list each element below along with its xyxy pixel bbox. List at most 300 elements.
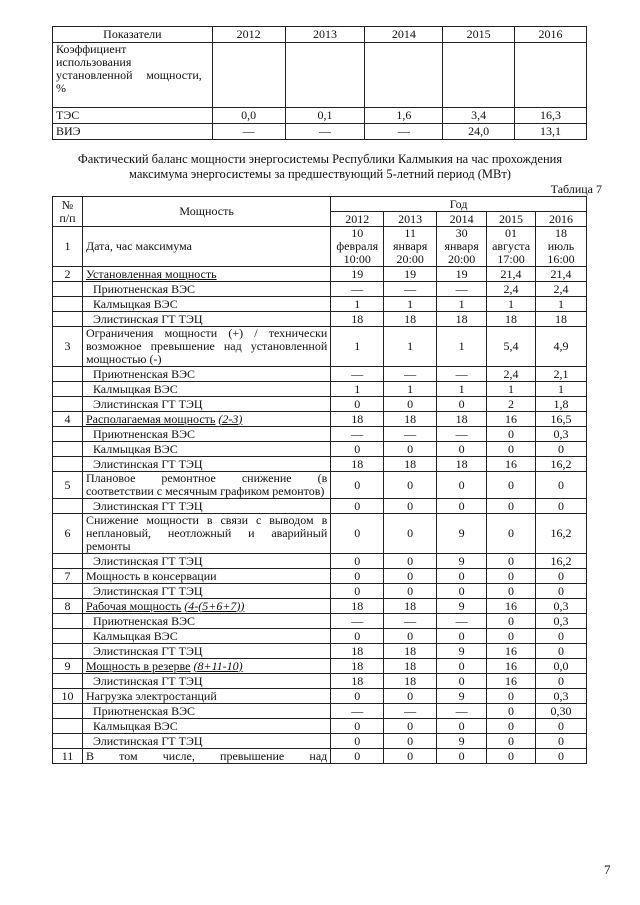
table-cell: 0,3	[536, 427, 587, 442]
column-header-year: 2013	[285, 27, 365, 43]
column-header-year: 2013	[384, 212, 437, 227]
table-cell: 0	[331, 689, 384, 704]
table-cell: 16,2	[536, 457, 587, 472]
table-cell: 0	[331, 554, 384, 569]
table-row	[53, 644, 587, 659]
table-caption: Фактический баланс мощности энергосистемы Республики Калмыкия на час прохождения максимума энергосистемы за предшествующий 5-летний период (МВт)	[77, 152, 563, 181]
table-label: Таблица 7	[550, 182, 602, 196]
table-cell: 0	[384, 472, 437, 499]
table-cell: 0	[384, 719, 437, 734]
table-cell: 0	[536, 472, 587, 499]
column-header-year: 2014	[365, 27, 443, 43]
capacity-factor-table	[52, 26, 587, 140]
table-cell: 0	[384, 689, 437, 704]
table-cell: 0	[437, 749, 487, 764]
row-name	[82, 689, 330, 704]
table-cell: 21,4	[536, 267, 587, 282]
table-cell: 18	[437, 457, 487, 472]
table-row	[53, 719, 587, 734]
row-name-text: Калмыцкая ВЭС	[92, 381, 178, 396]
table-cell: 0	[437, 719, 487, 734]
table-row	[53, 457, 587, 472]
table-cell: 0	[384, 734, 437, 749]
table-cell: —	[331, 282, 384, 297]
table-cell: 0	[384, 514, 437, 554]
row-name-text: Установленная мощность	[85, 266, 217, 281]
table-cell: 0	[487, 584, 536, 599]
table-row	[53, 267, 587, 282]
row-label: ТЭС	[53, 108, 213, 124]
table-cell: 16,2	[536, 554, 587, 569]
table-cell: 0	[331, 584, 384, 599]
table-cell: 11 января 20:00	[384, 227, 437, 267]
table-row	[53, 108, 587, 124]
row-name	[82, 397, 330, 412]
table-cell: 9	[437, 554, 487, 569]
row-name	[82, 734, 330, 749]
table-cell: 18	[331, 659, 384, 674]
table-cell: 1,8	[536, 397, 587, 412]
table-cell: 0	[331, 499, 384, 514]
row-number	[53, 442, 83, 457]
table-row	[53, 472, 587, 499]
table-cell: 16,5	[536, 412, 587, 427]
table-cell: 18	[384, 659, 437, 674]
row-name	[82, 457, 330, 472]
table-cell: 0	[437, 584, 487, 599]
row-number	[53, 629, 83, 644]
table-cell: 24,0	[443, 124, 515, 140]
table-cell: 0,3	[536, 614, 587, 629]
table-cell: 1	[384, 297, 437, 312]
table-cell: —	[437, 427, 487, 442]
row-number	[53, 584, 83, 599]
table-cell: 0	[536, 644, 587, 659]
table-cell: 0	[536, 629, 587, 644]
row-name	[82, 599, 330, 614]
table-cell: 0	[331, 397, 384, 412]
column-header-indicator: Показатели	[53, 27, 213, 43]
row-name-text: В том числе, превышение над	[85, 748, 328, 763]
table-cell: 0	[331, 719, 384, 734]
row-number	[53, 457, 83, 472]
row-label: ВИЭ	[53, 124, 213, 140]
row-name-text: Элистинская ГТ ТЭЦ	[92, 643, 203, 658]
table-cell: 0	[487, 749, 536, 764]
row-name	[82, 749, 330, 764]
row-number: 10	[53, 689, 83, 704]
table-cell: 0	[536, 674, 587, 689]
table-row	[53, 124, 587, 140]
table-cell: 18	[437, 412, 487, 427]
table-cell: 0	[487, 629, 536, 644]
table-cell: 0,3	[536, 599, 587, 614]
table-cell: 0	[331, 734, 384, 749]
power-balance-table	[52, 196, 587, 764]
row-name	[82, 427, 330, 442]
table-row	[53, 442, 587, 457]
table-cell: —	[331, 367, 384, 382]
table-cell: 0	[437, 659, 487, 674]
row-name	[82, 674, 330, 689]
table-cell: 0	[384, 629, 437, 644]
table-cell: 19	[331, 267, 384, 282]
table-cell: 9	[437, 514, 487, 554]
table-cell: 1	[437, 327, 487, 367]
row-number	[53, 367, 83, 382]
table-cell: 0	[331, 569, 384, 584]
column-header-year: 2015	[443, 27, 515, 43]
row-name-text: Нагрузка электростанций	[85, 688, 217, 703]
table-row	[53, 659, 587, 674]
table-cell: 0	[331, 629, 384, 644]
table-cell: 18	[384, 674, 437, 689]
row-number	[53, 719, 83, 734]
table-cell: —	[285, 124, 365, 140]
table-cell: —	[212, 124, 285, 140]
row-number: 6	[53, 514, 83, 554]
table-row	[53, 412, 587, 427]
table-cell: 0,30	[536, 704, 587, 719]
table-cell: —	[384, 367, 437, 382]
table-cell: 18	[331, 457, 384, 472]
table-cell: 0	[487, 427, 536, 442]
row-number: 3	[53, 327, 83, 367]
table-cell: 1	[536, 382, 587, 397]
row-name	[82, 644, 330, 659]
table-cell: 0	[536, 569, 587, 584]
table-cell: 16	[487, 599, 536, 614]
table-cell: 18	[384, 644, 437, 659]
table-cell: 9	[437, 644, 487, 659]
row-name-text: Элистинская ГТ ТЭЦ	[92, 583, 203, 598]
column-header-year: 2014	[437, 212, 487, 227]
row-label: Коэффициент использования установленной мощности, %	[53, 43, 213, 108]
row-name	[82, 472, 330, 499]
row-name	[82, 719, 330, 734]
row-name-text: Элистинская ГТ ТЭЦ	[92, 396, 203, 411]
table-cell: 1	[437, 382, 487, 397]
table-cell: 19	[437, 267, 487, 282]
table-cell: 1	[487, 382, 536, 397]
page-number: 7	[604, 862, 611, 877]
row-name-text: Мощность в резерве	[85, 658, 191, 673]
table-header-row	[53, 197, 587, 212]
table-cell	[515, 43, 587, 108]
row-name	[82, 312, 330, 327]
table-cell: 0	[487, 569, 536, 584]
table-cell: 18	[384, 312, 437, 327]
row-name	[82, 442, 330, 457]
table-cell: 0	[384, 749, 437, 764]
table-cell: 0,3	[536, 689, 587, 704]
table-cell: 18	[331, 412, 384, 427]
table-cell: 1	[331, 297, 384, 312]
table-cell: 01 августа 17:00	[487, 227, 536, 267]
table-cell: 0	[437, 442, 487, 457]
row-name-text: Калмыцкая ВЭС	[92, 628, 178, 643]
row-number	[53, 614, 83, 629]
row-name-text: Приютненская ВЭС	[92, 366, 196, 381]
table-cell: 4,9	[536, 327, 587, 367]
table-cell: 18	[536, 312, 587, 327]
table-row	[53, 499, 587, 514]
table-cell: —	[331, 704, 384, 719]
table-cell: 0,1	[285, 108, 365, 124]
table-row	[53, 382, 587, 397]
table-header-row	[53, 27, 587, 43]
table-cell: 0	[437, 397, 487, 412]
row-name-text: Приютненская ВЭС	[92, 613, 196, 628]
row-number	[53, 734, 83, 749]
table-cell: 19	[384, 267, 437, 282]
row-formula: (2-3)	[218, 411, 243, 426]
table-cell: 16,3	[515, 108, 587, 124]
table-cell: 30 января 20:00	[437, 227, 487, 267]
row-number: 11	[53, 749, 83, 764]
table-row	[53, 689, 587, 704]
column-header-year: 2015	[487, 212, 536, 227]
row-name-text: Элистинская ГТ ТЭЦ	[92, 498, 203, 513]
row-name	[82, 367, 330, 382]
table-cell: —	[384, 282, 437, 297]
table-cell: —	[437, 704, 487, 719]
table-cell: —	[384, 614, 437, 629]
column-header-power: Мощность	[82, 197, 330, 227]
column-header-no: № п/п	[53, 197, 83, 227]
table-cell: 18	[384, 599, 437, 614]
row-name	[82, 629, 330, 644]
table-cell: 18	[384, 457, 437, 472]
table-cell: 0	[384, 442, 437, 457]
row-name-text: Калмыцкая ВЭС	[92, 718, 178, 733]
row-number: 2	[53, 267, 83, 282]
table-cell: 18	[331, 599, 384, 614]
row-name	[82, 297, 330, 312]
table-cell: 18	[331, 674, 384, 689]
row-name-text: Элистинская ГТ ТЭЦ	[92, 456, 203, 471]
row-name-text: Располагаемая мощность	[85, 411, 216, 426]
row-formula: (8+11-10)	[193, 658, 243, 673]
row-formula: (4-(5+6+7))	[184, 598, 245, 613]
table-row	[53, 227, 587, 267]
table-cell: —	[384, 427, 437, 442]
row-name	[82, 382, 330, 397]
row-name-text: Приютненская ВЭС	[92, 281, 196, 296]
row-number: 8	[53, 599, 83, 614]
table-cell: 0	[437, 472, 487, 499]
table-cell: 0	[331, 442, 384, 457]
table-cell: 0	[331, 749, 384, 764]
table-row	[53, 367, 587, 382]
table-cell: 0	[384, 569, 437, 584]
table-cell: 0	[487, 734, 536, 749]
table-cell: 21,4	[487, 267, 536, 282]
table-row	[53, 704, 587, 719]
table-row	[53, 674, 587, 689]
table-cell: 1	[384, 327, 437, 367]
table-cell: 0	[331, 514, 384, 554]
row-number: 9	[53, 659, 83, 674]
table-cell: 0	[384, 499, 437, 514]
table-cell: 0	[487, 704, 536, 719]
row-number	[53, 674, 83, 689]
table-cell: 1	[437, 297, 487, 312]
table-cell	[212, 43, 285, 108]
table-cell: —	[437, 282, 487, 297]
table-cell: 0,0	[536, 659, 587, 674]
table-cell: —	[331, 427, 384, 442]
table-cell: —	[437, 367, 487, 382]
table-cell: 0	[536, 442, 587, 457]
row-name-text: Рабочая мощность	[85, 598, 182, 613]
row-number: 7	[53, 569, 83, 584]
table-row	[53, 397, 587, 412]
table-cell: 0	[384, 397, 437, 412]
table-cell: 0	[536, 734, 587, 749]
table-cell: 18	[331, 312, 384, 327]
table-cell: 0	[536, 749, 587, 764]
table-cell: 2,1	[536, 367, 587, 382]
table-cell: 0	[487, 472, 536, 499]
table-cell: 0	[536, 719, 587, 734]
table-cell: 0	[437, 629, 487, 644]
table-row	[53, 734, 587, 749]
table-cell: 13,1	[515, 124, 587, 140]
table-row	[53, 614, 587, 629]
column-header-year: 2012	[212, 27, 285, 43]
table-cell: 0,0	[212, 108, 285, 124]
row-name-text: Приютненская ВЭС	[92, 703, 196, 718]
row-name	[82, 659, 330, 674]
table-cell: 1,6	[365, 108, 443, 124]
row-name	[82, 499, 330, 514]
table-cell: 2,4	[487, 367, 536, 382]
table-cell	[285, 43, 365, 108]
table-row	[53, 43, 587, 108]
table-cell: 18	[384, 412, 437, 427]
table-cell: 3,4	[443, 108, 515, 124]
row-number	[53, 554, 83, 569]
table-cell: 1	[331, 382, 384, 397]
table-cell: 1	[384, 382, 437, 397]
row-name-text: Плановое ремонтное снижение (в соответствии с месячным графиком ремонтов)	[85, 471, 328, 498]
table-cell: 0	[437, 499, 487, 514]
row-name-text: Мощность в консервации	[85, 568, 217, 583]
row-name-text: Калмыцкая ВЭС	[92, 441, 178, 456]
row-name-text: Ограничения мощности (+) / технически возможное превышение над установленной мощностью (-)	[85, 326, 328, 366]
table-cell: 0	[437, 569, 487, 584]
table-row	[53, 584, 587, 599]
table-row	[53, 312, 587, 327]
row-number	[53, 297, 83, 312]
row-number: 5	[53, 472, 83, 499]
table-cell: —	[384, 704, 437, 719]
table-row	[53, 327, 587, 367]
table-cell: —	[365, 124, 443, 140]
table-cell: 1	[331, 327, 384, 367]
table-cell: 9	[437, 734, 487, 749]
row-name	[82, 514, 330, 554]
table-cell: 2,4	[487, 282, 536, 297]
table-cell: 0	[487, 514, 536, 554]
table-cell: 0	[487, 442, 536, 457]
row-name	[82, 412, 330, 427]
row-name-text: Калмыцкая ВЭС	[92, 296, 178, 311]
row-number	[53, 427, 83, 442]
row-name-text: Элистинская ГТ ТЭЦ	[92, 733, 203, 748]
table-cell: 0	[487, 614, 536, 629]
row-name-text: Приютненская ВЭС	[92, 426, 196, 441]
table-row	[53, 282, 587, 297]
table-cell: 2	[487, 397, 536, 412]
table-cell: 1	[487, 297, 536, 312]
row-name-text: Элистинская ГТ ТЭЦ	[92, 673, 203, 688]
row-name-text: Дата, час максимума	[85, 239, 192, 253]
table-cell: 0	[536, 584, 587, 599]
table-cell: 0	[437, 674, 487, 689]
table-cell: 16	[487, 457, 536, 472]
column-header-year: Год	[331, 197, 587, 212]
row-name	[82, 569, 330, 584]
table-cell: 16	[487, 412, 536, 427]
column-header-year: 2016	[515, 27, 587, 43]
row-name-text: Снижение мощности в связи с выводом в неплановый, неотложный и аварийный ремонты	[85, 513, 328, 553]
table-cell: 2,4	[536, 282, 587, 297]
table-cell: 0	[487, 499, 536, 514]
row-name	[82, 584, 330, 599]
row-name-text: Элистинская ГТ ТЭЦ	[92, 311, 203, 326]
row-name	[82, 267, 330, 282]
table-row	[53, 297, 587, 312]
table-cell: 9	[437, 689, 487, 704]
row-name	[82, 554, 330, 569]
table-row	[53, 749, 587, 764]
table-row	[53, 599, 587, 614]
table-cell: —	[437, 614, 487, 629]
table-cell: 16	[487, 674, 536, 689]
row-number	[53, 499, 83, 514]
table-cell: 0	[384, 554, 437, 569]
row-number	[53, 282, 83, 297]
table-cell: 1	[536, 297, 587, 312]
row-number	[53, 312, 83, 327]
table-cell: 18	[437, 312, 487, 327]
row-number	[53, 644, 83, 659]
table-cell: 10 февраля 10:00	[331, 227, 384, 267]
table-row	[53, 427, 587, 442]
table-cell: 18	[487, 312, 536, 327]
row-number: 1	[53, 227, 83, 267]
table-row	[53, 554, 587, 569]
column-header-year: 2016	[536, 212, 587, 227]
row-name	[82, 282, 330, 297]
table-cell: 0	[536, 499, 587, 514]
table-cell: —	[331, 614, 384, 629]
table-cell: 16,2	[536, 514, 587, 554]
table-cell: 0	[487, 719, 536, 734]
table-cell	[365, 43, 443, 108]
row-name	[82, 327, 330, 367]
table-cell: 0	[331, 472, 384, 499]
row-number	[53, 382, 83, 397]
row-name	[82, 704, 330, 719]
table-cell: 9	[437, 599, 487, 614]
row-name	[82, 227, 330, 267]
table-cell: 16	[487, 644, 536, 659]
table-cell: 0	[487, 554, 536, 569]
column-header-year: 2012	[331, 212, 384, 227]
